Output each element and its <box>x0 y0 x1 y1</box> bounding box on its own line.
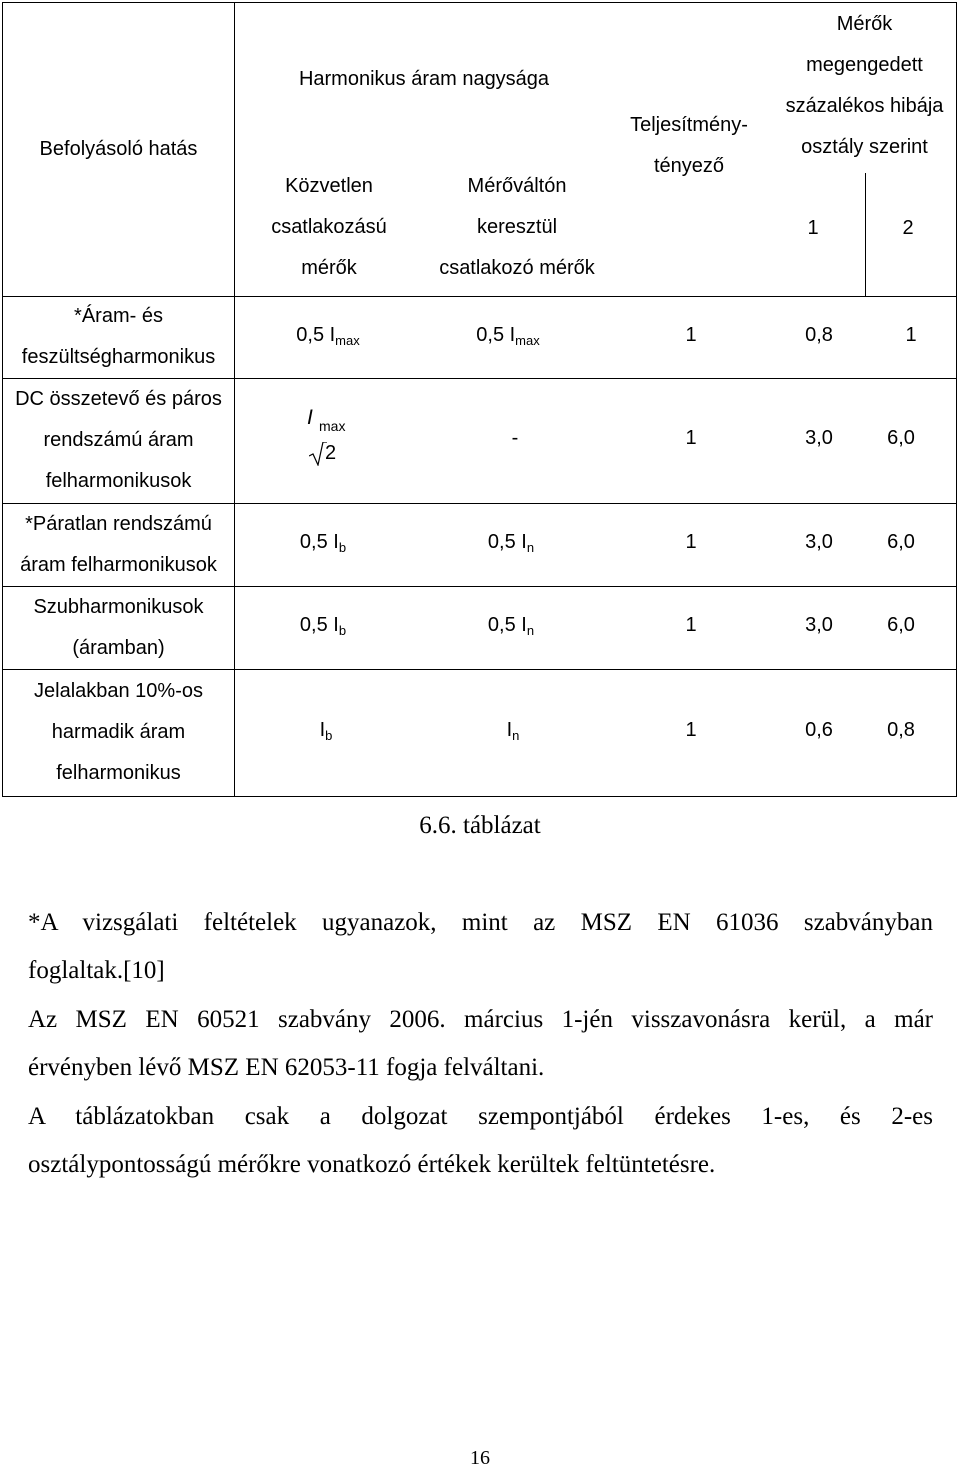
cell-direct: $I_b$ <box>319 719 333 743</box>
cell-via-ct: 0,5 $I_n$ <box>487 531 535 555</box>
header-harmonic-magnitude: Harmonikus áram nagysága <box>298 68 550 90</box>
header-ct-meters: Mérőváltón keresztül csatlakozó mérők <box>439 175 595 279</box>
cell-class-2: 1 <box>905 324 917 346</box>
cell-via-ct: 0,5 $I_n$ <box>487 614 535 638</box>
text-line: A táblázatokban csak a dolgozat szempontjából érdekes 1-es, és 2-es <box>28 1103 933 1130</box>
table-col-divider <box>234 3 235 796</box>
row-label: Szubharmonikusok (áramban) <box>33 595 204 659</box>
cell-direct: 0,5 $I_{max}$ <box>296 324 360 348</box>
cell-class-1: 0,6 <box>805 719 833 741</box>
table-caption: 6.6. táblázat <box>419 812 541 839</box>
cell-class-1: 3,0 <box>805 427 833 449</box>
cell-class-2: 6,0 <box>887 531 915 553</box>
text-line: osztálypontosságú mérőkre vonatkozó értékek kerültek feltüntetésre. <box>28 1151 716 1178</box>
scope-note-paragraph <box>28 1093 933 1189</box>
text-line: érvényben lévő MSZ EN 62053-11 fogja felváltani. <box>28 1054 545 1081</box>
row-label: *Áram- és feszültségharmonikus <box>21 305 216 368</box>
cell-class-2: 6,0 <box>887 614 915 636</box>
page-number: 16 <box>470 1447 490 1469</box>
cell-power-factor: 1 <box>685 427 697 449</box>
header-class-1: 1 <box>807 217 819 239</box>
cell-direct: 0,5 $I_b$ <box>299 531 347 555</box>
cell-direct: 0,5 $I_b$ <box>299 614 347 638</box>
row-label: Jelalakban 10%-os harmadik áram felharmonikus <box>34 680 203 784</box>
cell-via-ct: - <box>511 427 519 449</box>
cell-class-2: 0,8 <box>887 719 915 741</box>
text-line: Az MSZ EN 60521 szabvány 2006. március 1-jén visszavonásra kerül, a már <box>28 1006 933 1033</box>
row-label: *Páratlan rendszámú áram felharmonikusok <box>20 512 217 576</box>
cell-via-ct: 0,5 $I_{max}$ <box>476 324 540 348</box>
header-class-2: 2 <box>902 217 914 239</box>
cell-power-factor: 1 <box>685 324 697 346</box>
header-power-factor: Teljesítmény- tényező <box>630 114 748 177</box>
cell-via-ct: $I_n$ <box>506 719 520 743</box>
cell-class-1: 3,0 <box>805 531 833 553</box>
cell-class-1: 3,0 <box>805 614 833 636</box>
harmonic-influence-table <box>2 2 957 797</box>
standard-note-paragraph <box>28 996 933 1092</box>
cell-power-factor: 1 <box>685 614 697 636</box>
header-error-percent: Mérők megengedett százalékos hibája osztály szerint <box>785 12 944 158</box>
text-line: foglaltak.[10] <box>28 957 165 984</box>
footnote-paragraph <box>28 899 933 995</box>
table-col-divider <box>865 173 866 296</box>
text-line: *A vizsgálati feltételek ugyanazok, mint az MSZ EN 61036 szabványban <box>28 909 933 936</box>
header-influence: Befolyásoló hatás <box>39 138 198 160</box>
row-label: DC összetevő és páros rendszámú áram felharmonikusok <box>15 388 222 492</box>
cell-power-factor: 1 <box>685 531 697 553</box>
cell-class-1: 0,8 <box>805 324 833 346</box>
cell-class-2: 6,0 <box>887 427 915 449</box>
header-direct-meters: Közvetlen csatlakozású mérők <box>271 175 387 279</box>
cell-direct-formula: I max 2 <box>307 406 346 464</box>
cell-power-factor: 1 <box>685 719 697 741</box>
